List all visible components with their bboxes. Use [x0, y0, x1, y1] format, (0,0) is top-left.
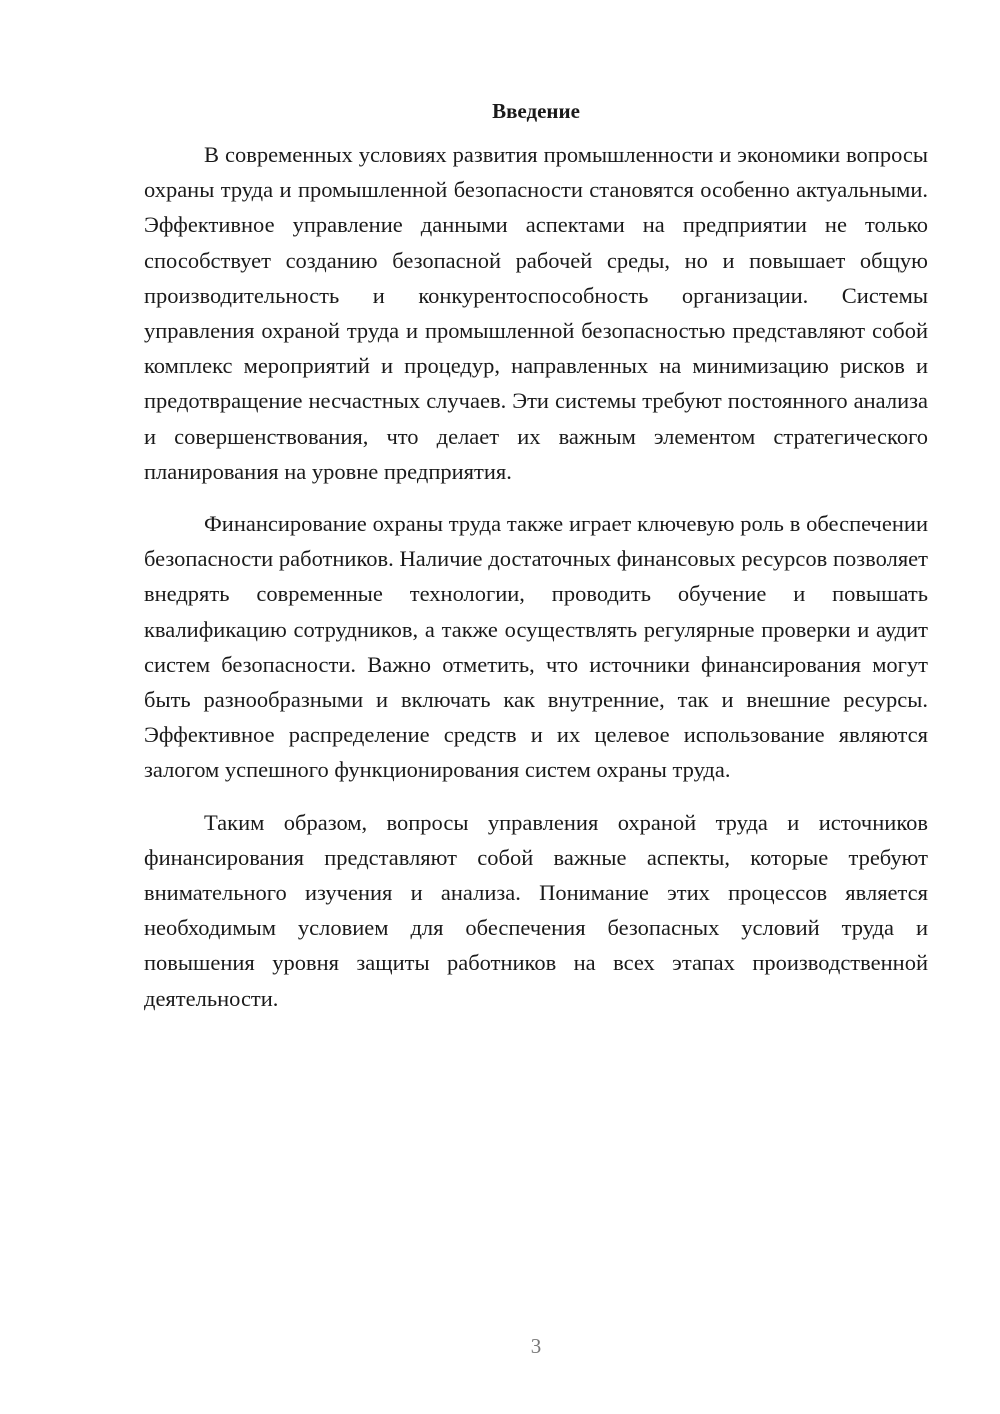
paragraph-financing: Финансирование охраны труда также играет ключевую роль в обеспечении безопасности работников. Наличие достаточных финансовых ресурсов позволяет внедрять современные технологии, проводить обучение и повышать квалификацию сотрудников, а также осуществлять регулярные проверки и аудит систем безопасности. Важно отметить, что источники финансирования могут быть разнообразными и включать как внутренние, так и внешние ресурсы. Эффективное распределение средств и их целевое использование являются залогом успешного функционирования систем охраны труда.	[144, 511, 928, 783]
paragraph-conclusion: Таким образом, вопросы управления охраной труда и источников финансирования представляют собой важные аспекты, которые требуют внимательного изучения и анализа. Понимание этих процессов является необходимым условием для обеспечения безопасных условий труда и повышения уровня защиты работников на всех этапах производственной деятельности.	[144, 809, 928, 1011]
paragraph-intro: В современных условиях развития промышленности и экономики вопросы охраны труда и промышленной безопасности становятся особенно актуальными. Эффективное управление данными аспектами на предприятии не только способствует созданию безопасной рабочей среды, но и повышает общую производительность и конкурентоспособность организации. Системы управления охраной труда и промышленной безопасностью представляют собой комплекс мероприятий и процедур, направленных на минимизацию рисков и предотвращение несчастных случаев. Эти системы требуют постоянного анализа и совершенствования, что делает их важным элементом стратегического планирования на уровне предприятия.	[144, 142, 928, 484]
section-heading: Введение	[492, 99, 580, 123]
page-number: 3	[530, 1334, 542, 1358]
page-content	[144, 96, 928, 1033]
